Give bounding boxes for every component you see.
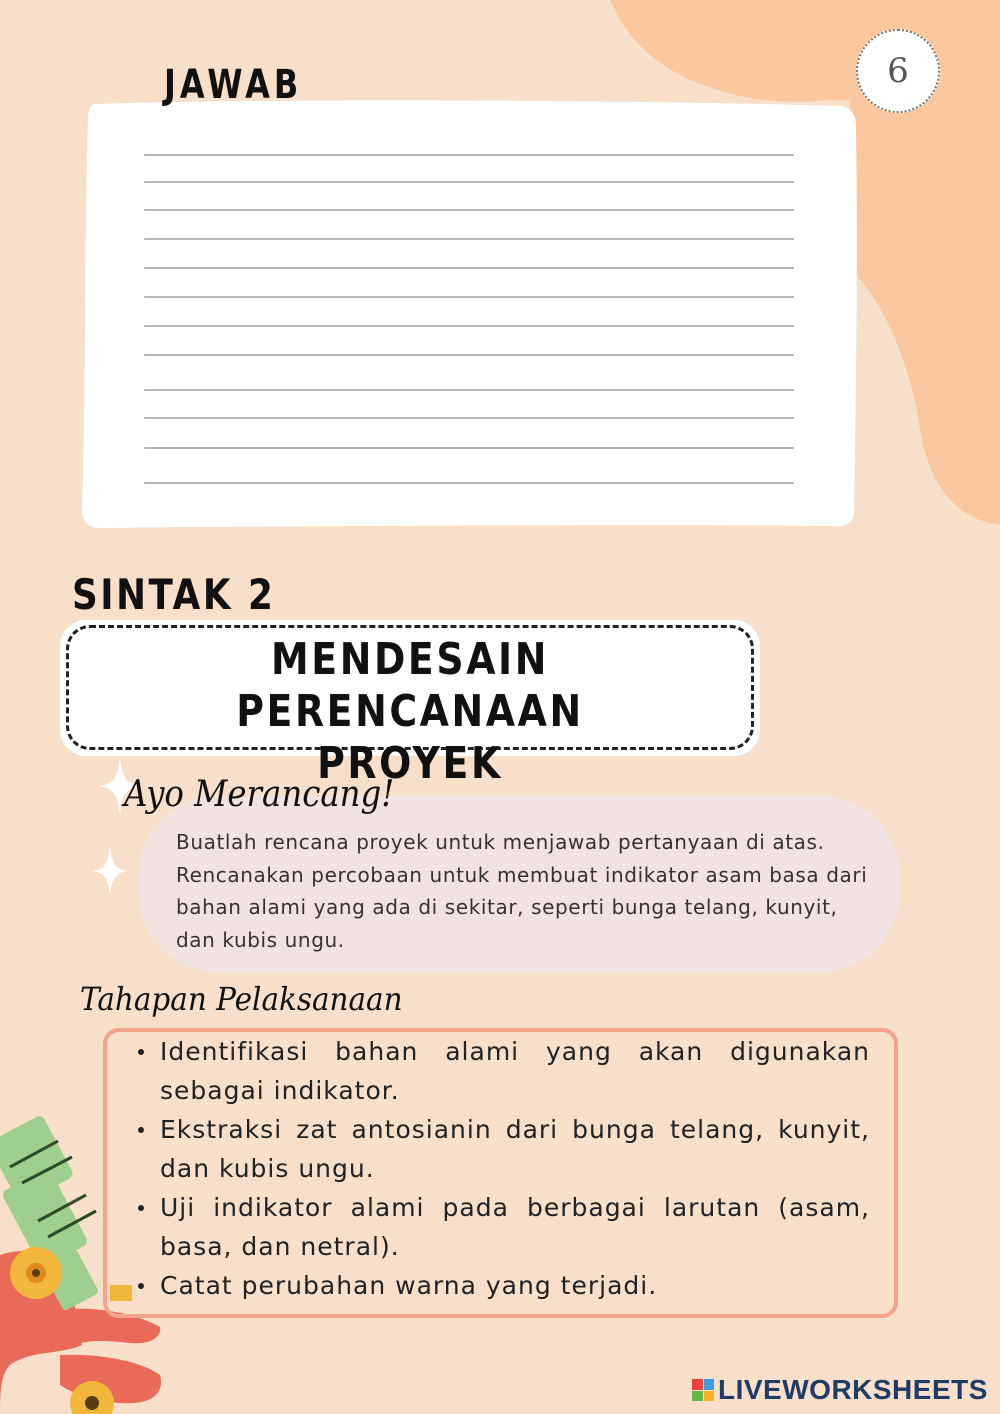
design-heading-line2: PROYEK: [317, 738, 503, 789]
bullet-icon: [138, 1127, 144, 1133]
ayo-line: bahan alami yang ada di sekitar, seperti bunga telang, kunyit,: [176, 895, 838, 919]
page-number-badge: [856, 29, 940, 113]
answer-line[interactable]: [144, 154, 794, 156]
answer-line[interactable]: [144, 209, 794, 211]
answer-line[interactable]: [144, 181, 794, 183]
design-heading-line1: MENDESAIN PERENCANAAN: [236, 634, 584, 737]
step-text: Uji indikator alami pada berbagai larutan (asam, basa, dan netral).: [160, 1193, 870, 1261]
bullet-icon: [138, 1283, 144, 1289]
ayo-line: dan kubis ungu.: [176, 927, 345, 952]
jawab-title: JAWAB: [164, 62, 303, 108]
bullet-icon: [138, 1049, 144, 1055]
sintak-title: SINTAK 2: [72, 570, 276, 619]
ayo-title: Ayo Merancang!: [124, 774, 395, 815]
ayo-line: Rencanakan percobaan untuk membuat indikator asam basa dari: [176, 862, 868, 887]
liveworksheets-watermark[interactable]: [692, 1374, 988, 1406]
answer-line[interactable]: [144, 296, 794, 298]
answer-line[interactable]: [144, 354, 794, 356]
answer-line[interactable]: [144, 417, 794, 419]
answer-line[interactable]: [144, 482, 794, 484]
step-text: Catat perubahan warna yang terjadi.: [160, 1271, 658, 1300]
step-text: Ekstraksi zat antosianin dari bunga telang, kunyit, dan kubis ungu.: [160, 1115, 870, 1183]
step-item: [132, 1188, 870, 1266]
page-number: 6: [887, 51, 909, 91]
liveworksheets-logo-icon: [692, 1379, 714, 1401]
ayo-instructions: [176, 826, 876, 956]
answer-line[interactable]: [144, 238, 794, 240]
answer-line[interactable]: [144, 325, 794, 327]
bullet-icon: [138, 1205, 144, 1211]
ayo-line: Buatlah rencana proyek untuk menjawab pertanyaan di atas.: [176, 830, 825, 854]
step-text: Identifikasi bahan alami yang akan digunakan sebagai indikator.: [160, 1037, 870, 1105]
answer-line[interactable]: [144, 389, 794, 391]
answer-box: [80, 96, 858, 528]
watermark-text: LIVEWORKSHEETS: [718, 1374, 988, 1405]
tahapan-title: Tahapan Pelaksanaan: [80, 980, 403, 1018]
steps-list: [132, 1032, 870, 1305]
design-heading: [114, 634, 706, 790]
step-item: [132, 1110, 870, 1188]
answer-line[interactable]: [144, 447, 794, 449]
step-item: [132, 1266, 870, 1305]
sparkle-icon: [92, 846, 128, 896]
step-item: [132, 1032, 870, 1110]
answer-line[interactable]: [144, 267, 794, 269]
